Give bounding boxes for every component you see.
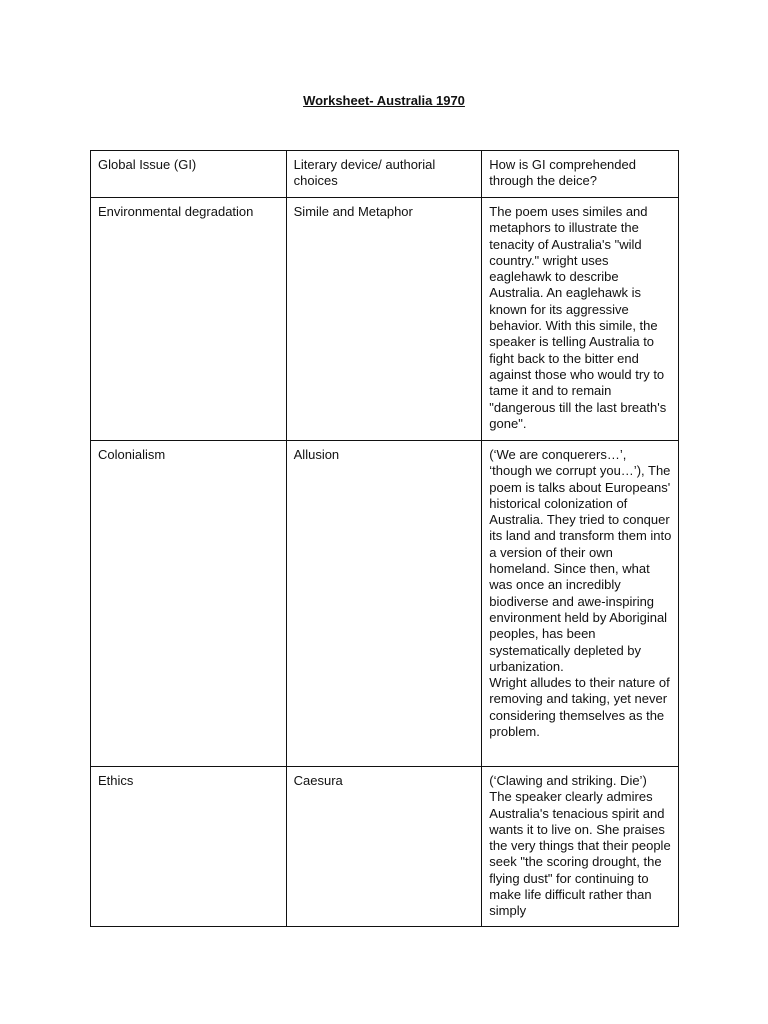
explanation-paragraph: (‘Clawing and striking. Die’) The speaker clearly admires Australia's tenacious spirit and wants it to live on. She praises the very things that their people seek "the scoring drought, the flying dust" for continuing to make life difficult rather than simply <box>489 773 671 919</box>
cell-explanation <box>482 767 679 927</box>
cell-global-issue: Colonialism <box>91 441 287 767</box>
header-literary-device: Literary device/ authorial choices <box>286 151 482 198</box>
table-header-row <box>91 151 679 198</box>
explanation-paragraph: The poem uses similes and metaphors to illustrate the tenacity of Australia's "wild country." wright uses eaglehawk to describe Australia. An eaglehawk is known for its aggressive behavior. With this simile, the speaker is telling Australia to fight back to the bitter end against those who would try to tame it and to remain "dangerous till the last breath's gone". <box>489 204 667 431</box>
header-global-issue: Global Issue (GI) <box>91 151 287 198</box>
explanation-paragraph: Wright alludes to their nature of removing and taking, yet never considering themselves as the problem. <box>489 675 670 740</box>
table-row <box>91 767 679 927</box>
cell-literary-device: Simile and Metaphor <box>286 198 482 441</box>
table-row <box>91 441 679 767</box>
cell-literary-device: Caesura <box>286 767 482 927</box>
cell-explanation <box>482 441 679 767</box>
cell-explanation <box>482 198 679 441</box>
table-row <box>91 198 679 441</box>
page-title: Worksheet- Australia 1970 <box>303 93 465 108</box>
cell-global-issue: Environmental degradation <box>91 198 287 441</box>
worksheet-table <box>90 150 679 927</box>
cell-global-issue: Ethics <box>91 767 287 927</box>
explanation-paragraph: (‘We are conquerers…’, ‘though we corrupt you…’), The poem is talks about Europeans' historical colonization of Australia. They tried to conquer its land and transform them into a version of their own homeland. Since then, what was once an incredibly biodiverse and awe-inspiring environment held by Aboriginal peoples, has been systematically depleted by urbanization. <box>489 447 672 674</box>
cell-literary-device: Allusion <box>286 441 482 767</box>
header-comprehension: How is GI comprehended through the deice? <box>482 151 679 198</box>
